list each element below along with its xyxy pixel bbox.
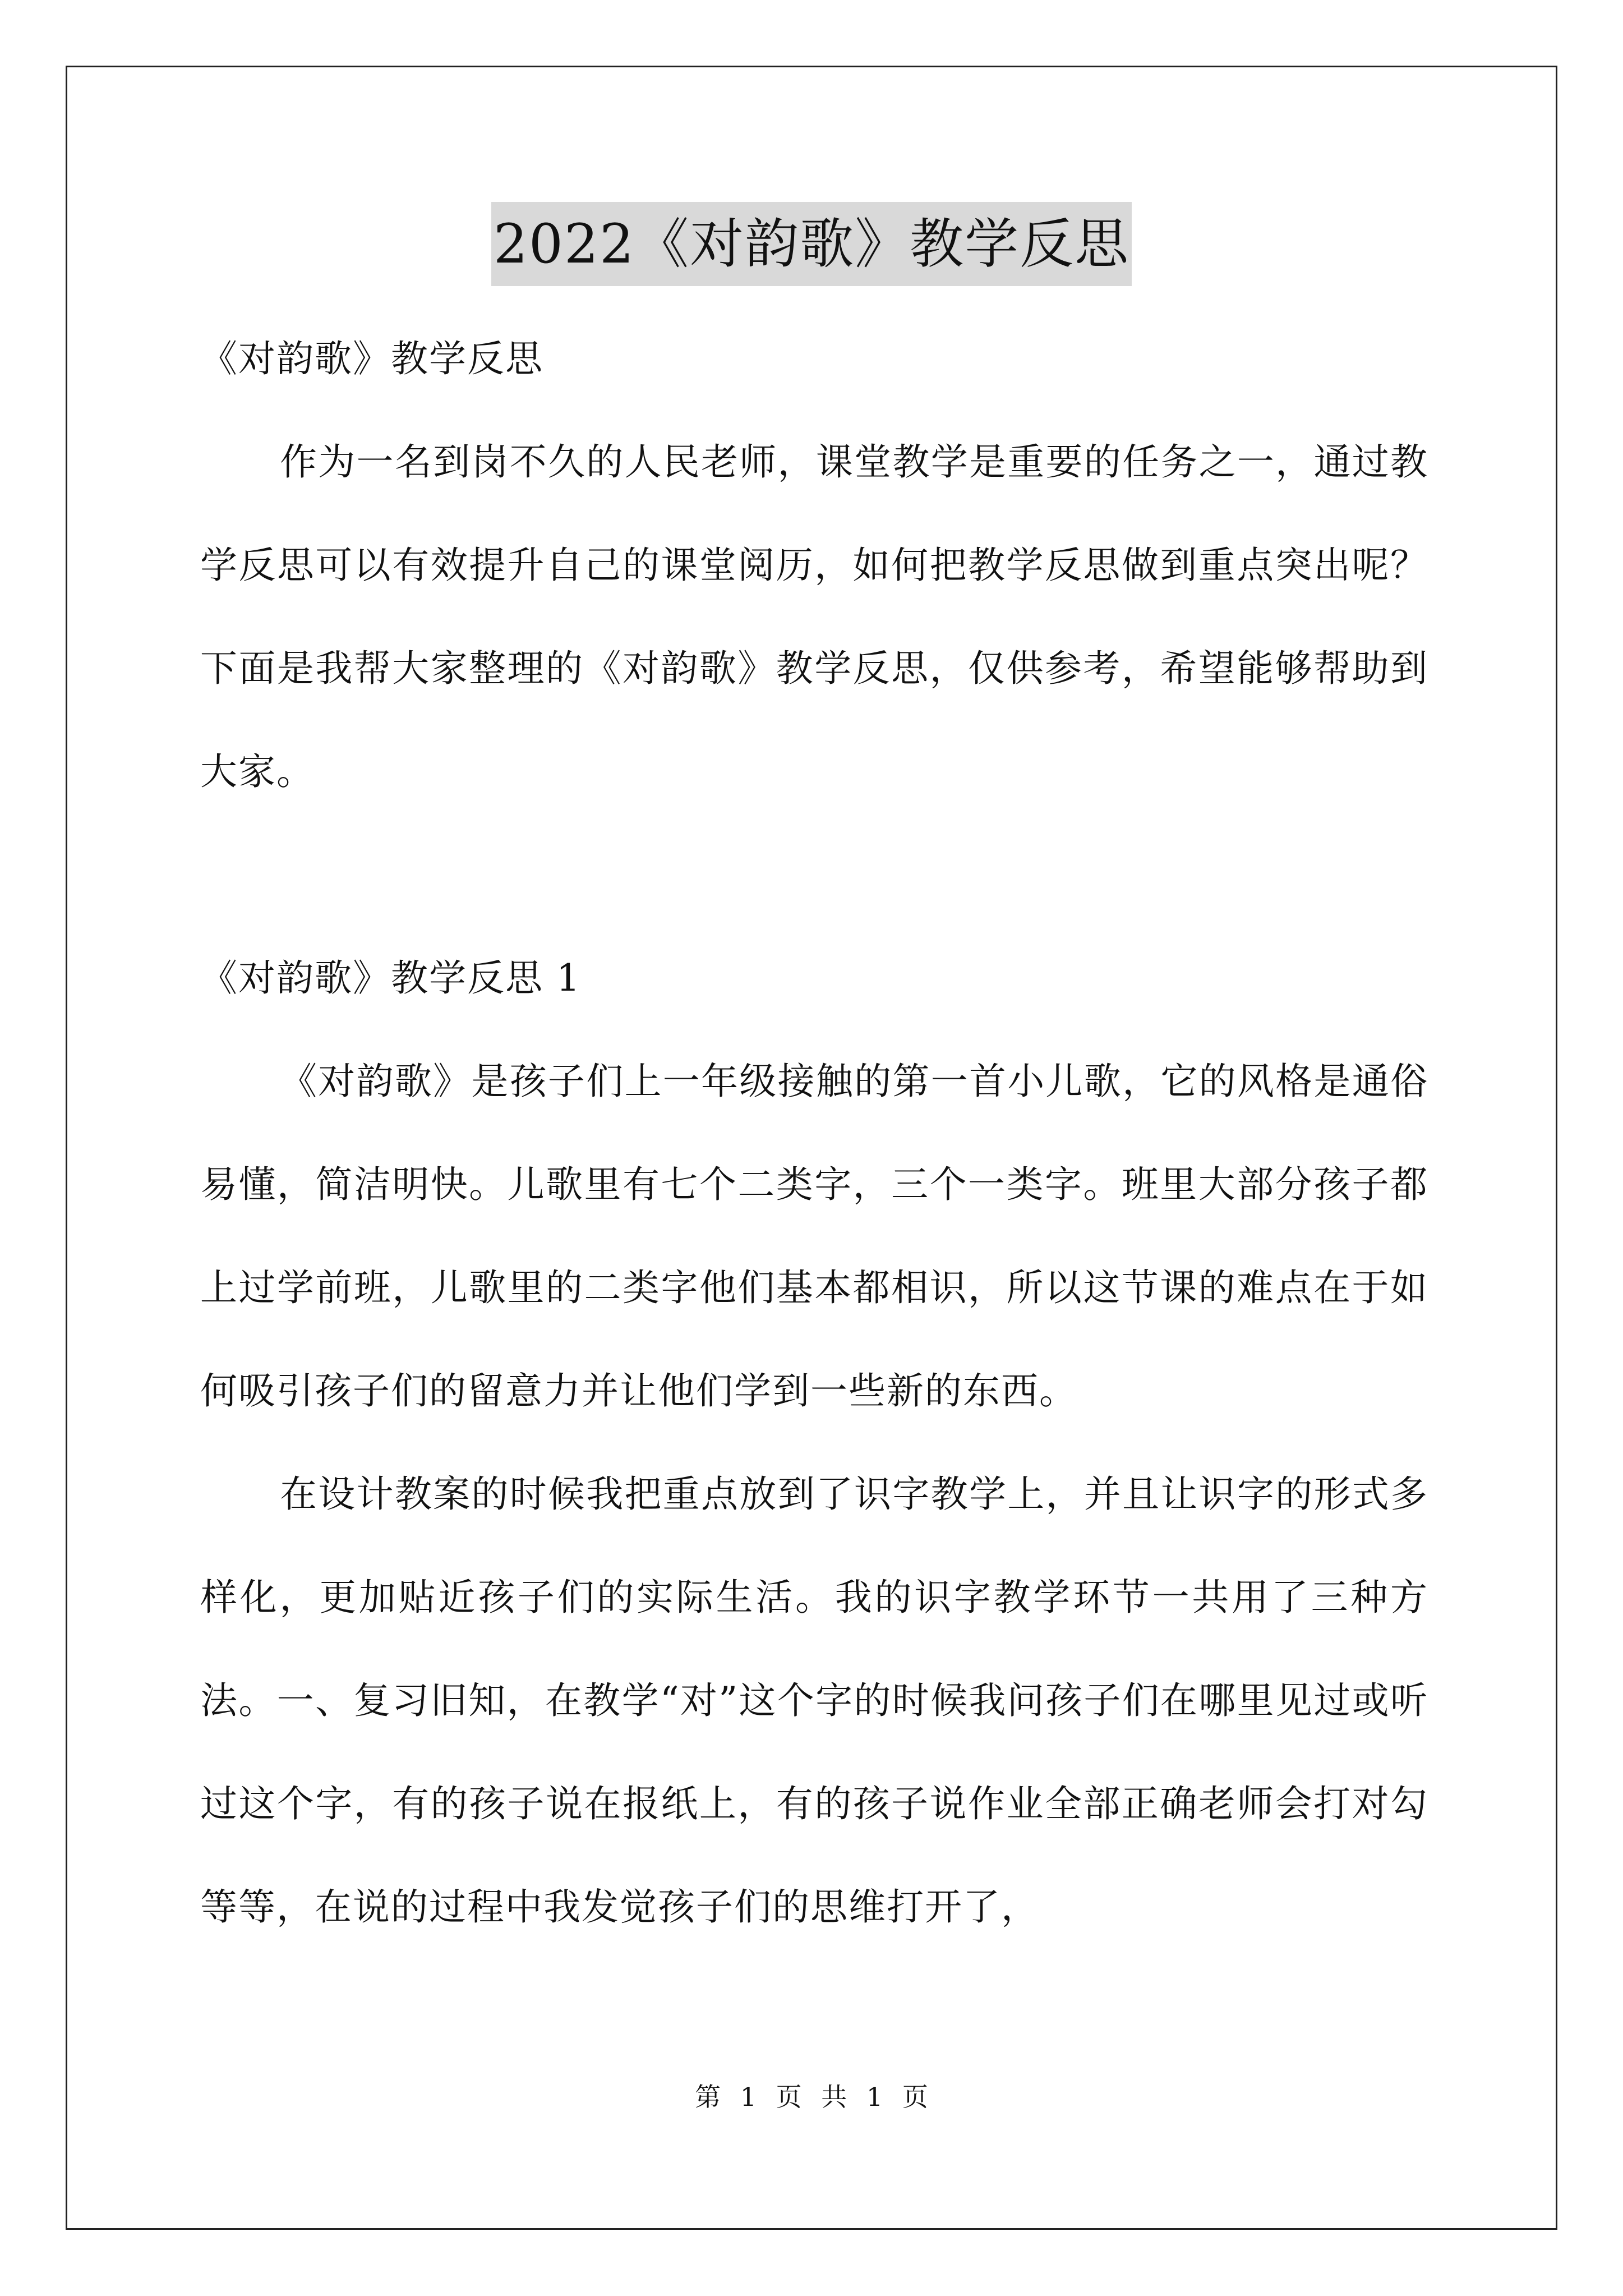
- section-paragraph: 在设计教案的时候我把重点放到了识字教学上，并且让识字的形式多样化，更加贴近孩子们的实际生活。我的识字教学环节一共用了三种方法。一、复习旧知，在教学“对”这个字的时候我问孩子们在哪里见过或听过这个字，有的孩子说在报纸上，有的孩子说作业全部正确老师会打对勾等等，在说的过程中我发觉孩子们的思维打开了，: [200, 1473, 1428, 1929]
- section-paragraph: 《对韵歌》是孩子们上一年级接触的第一首小儿歌，它的风格是通俗易懂，简洁明快。儿歌里有七个二类字，三个一类字。班里大部分孩子都上过学前班，儿歌里的二类字他们基本都相识，所以这节课的难点在于如何吸引孩子们的留意力并让他们学到一些新的东西。: [200, 1060, 1428, 1412]
- intro-heading: 《对韵歌》教学反思: [200, 337, 543, 380]
- paragraph-spacer: [200, 823, 1428, 927]
- page-footer: 第 1 页 共 1 页: [695, 2082, 928, 2112]
- section-heading: 《对韵歌》教学反思 1: [200, 956, 581, 1000]
- document-title: 2022《对韵歌》教学反思: [491, 202, 1132, 286]
- document-body: [200, 307, 1428, 1959]
- title-container: [0, 202, 1623, 286]
- intro-paragraph: 作为一名到岗不久的人民老师，课堂教学是重要的任务之一，通过教学反思可以有效提升自己的课堂阅历，如何把教学反思做到重点突出呢？下面是我帮大家整理的《对韵歌》教学反思，仅供参考，希望能够帮助到大家。: [200, 440, 1428, 793]
